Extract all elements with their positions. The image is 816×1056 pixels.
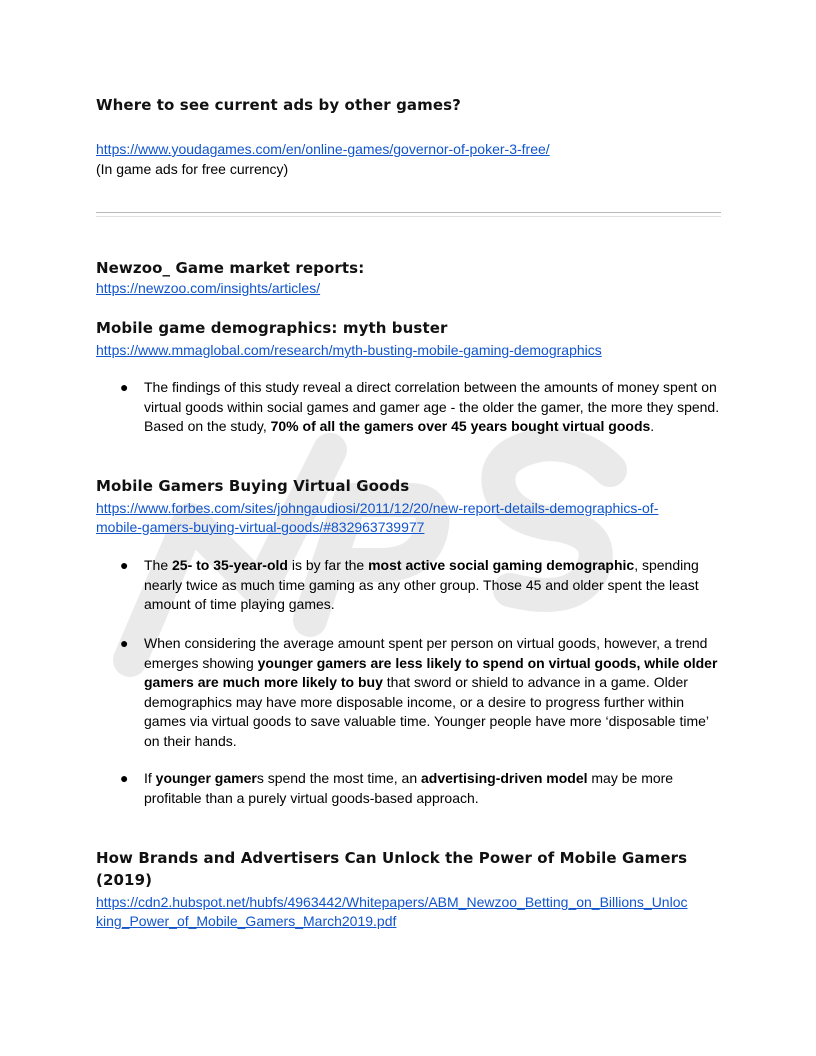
link-forbes-line2[interactable]: mobile-gamers-buying-virtual-goods/#832963739977 xyxy=(96,519,425,535)
heading-brands-advertisers-line1: How Brands and Advertisers Can Unlock the Power of Mobile Gamers xyxy=(96,849,688,867)
link-forbes-line1[interactable]: https://www.forbes.com/sites/johngaudiosi/2011/12/20/new-report-details-demographics-of- xyxy=(96,500,659,516)
bullet-icon: ● xyxy=(120,379,129,395)
link-mmaglobal[interactable]: https://www.mmaglobal.com/research/myth-busting-mobile-gaming-demographics xyxy=(96,342,602,358)
heading-current-ads: Where to see current ads by other games? xyxy=(96,96,461,114)
bullet-icon: ● xyxy=(120,557,129,573)
horizontal-rule xyxy=(96,212,721,217)
link-hubspot-line1[interactable]: https://cdn2.hubspot.net/hubfs/4963442/Whitepapers/ABM_Newzoo_Betting_on_Billions_Unloc xyxy=(96,894,688,910)
list-item xyxy=(120,378,720,458)
heading-virtual-goods: Mobile Gamers Buying Virtual Goods xyxy=(96,477,410,495)
bullet-text: The findings of this study reveal a direct correlation between the amounts of money spent on virtual goods within social games and gamer age - the older the gamer, the more they spend. Based on the study, 70% of all the gamers over 45 years bought virtual goods. xyxy=(144,379,720,434)
heading-myth-buster: Mobile game demographics: myth buster xyxy=(96,319,448,337)
list-item xyxy=(120,556,720,616)
heading-brands-advertisers-line2: (2019) xyxy=(96,871,153,889)
bullet-icon: ● xyxy=(120,770,129,786)
link-hubspot-line2[interactable]: king_Power_of_Mobile_Gamers_March2019.pdf xyxy=(96,913,397,929)
link-newzoo[interactable]: https://newzoo.com/insights/articles/ xyxy=(96,280,321,296)
bullet-text: When considering the average amount spent per person on virtual goods, however, a trend emerges showing younger gamers are less likely to spend on virtual goods, while older gamers are much more likely to buy that sword or shield to advance in a game. Older demographics may have more disposable income, or a desire to progress further within games via virtual goods to save valuable time. Younger people have more ‘disposable time’ on their hands. xyxy=(144,635,718,749)
link-youdagames[interactable]: https://www.youdagames.com/en/online-games/governor-of-poker-3-free/ xyxy=(96,141,550,157)
list-item xyxy=(120,634,720,754)
note-in-game-ads: (In game ads for free currency) xyxy=(96,161,289,177)
bullet-text: The 25- to 35-year-old is by far the most active social gaming demographic, spending nearly twice as much time gaming as any other group. Those 45 and older spent the least amount of time playing games. xyxy=(144,557,699,612)
heading-newzoo-reports: Newzoo_ Game market reports: xyxy=(96,259,365,277)
bullet-text: If younger gamers spend the most time, an advertising-driven model may be more profitable than a purely virtual goods-based approach. xyxy=(144,770,674,806)
list-item xyxy=(120,769,720,809)
bullet-icon: ● xyxy=(120,635,129,651)
